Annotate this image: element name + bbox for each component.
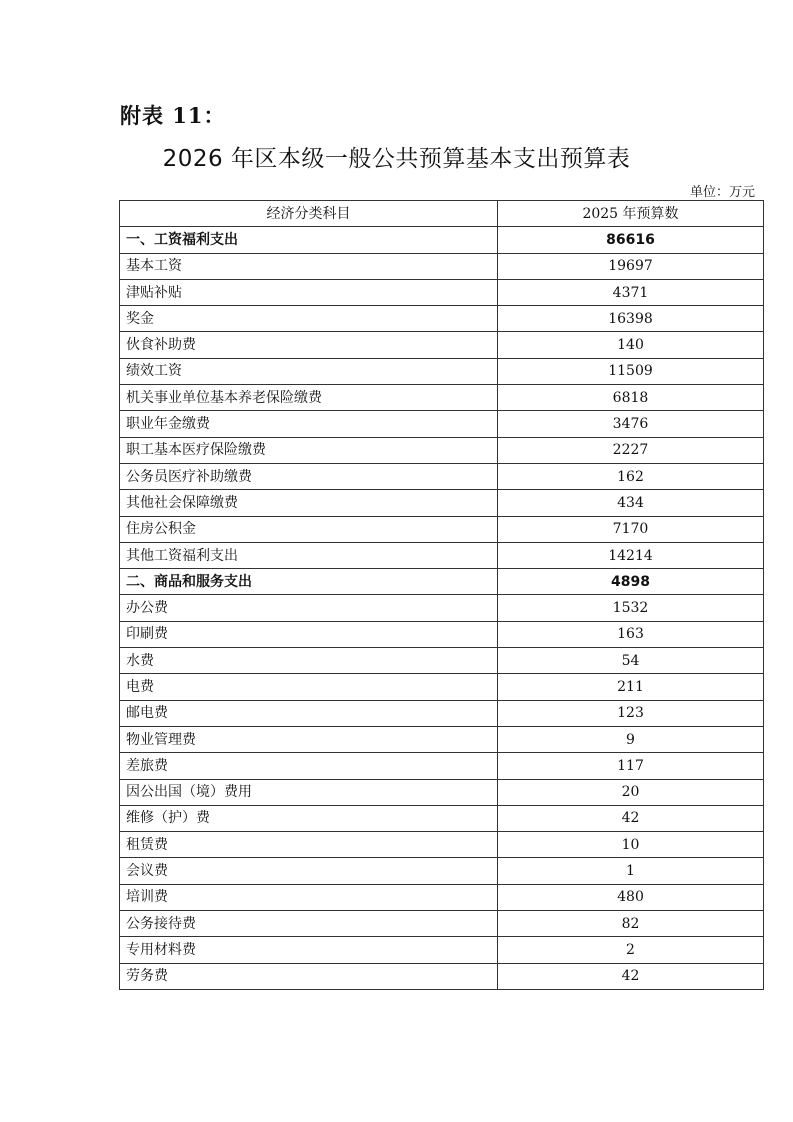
row-budget-value: 1 — [498, 858, 764, 884]
table-row — [120, 358, 764, 384]
table-row — [120, 648, 764, 674]
row-category-name: 职业年金缴费 — [120, 411, 498, 437]
row-budget-value: 20 — [498, 779, 764, 805]
row-budget-value: 42 — [498, 805, 764, 831]
table-row — [120, 884, 764, 910]
table-row — [120, 490, 764, 516]
row-category-name: 专用材料费 — [120, 937, 498, 963]
row-budget-value: 14214 — [498, 542, 764, 568]
table-row — [120, 832, 764, 858]
table-row — [120, 279, 764, 305]
table-row — [120, 621, 764, 647]
row-category-name: 邮电费 — [120, 700, 498, 726]
table-row — [120, 779, 764, 805]
row-budget-value: 10 — [498, 832, 764, 858]
row-budget-value: 86616 — [498, 227, 764, 253]
row-budget-value: 16398 — [498, 306, 764, 332]
table-row — [120, 674, 764, 700]
row-budget-value: 3476 — [498, 411, 764, 437]
row-budget-value: 4898 — [498, 569, 764, 595]
table-row — [120, 700, 764, 726]
row-budget-value: 2 — [498, 937, 764, 963]
unit-note: 单位：万元 — [689, 185, 755, 200]
row-budget-value: 11509 — [498, 358, 764, 384]
row-category-name: 会议费 — [120, 858, 498, 884]
row-budget-value: 123 — [498, 700, 764, 726]
header-economic-category: 经济分类科目 — [120, 201, 498, 227]
row-budget-value: 1532 — [498, 595, 764, 621]
row-budget-value: 82 — [498, 911, 764, 937]
row-category-name: 其他社会保障缴费 — [120, 490, 498, 516]
table-row — [120, 542, 764, 568]
table-row — [120, 306, 764, 332]
row-category-name: 住房公积金 — [120, 516, 498, 542]
table-body — [120, 227, 764, 990]
row-category-name: 租赁费 — [120, 832, 498, 858]
row-budget-value: 434 — [498, 490, 764, 516]
row-category-name: 机关事业单位基本养老保险缴费 — [120, 385, 498, 411]
row-category-name: 二、商品和服务支出 — [120, 569, 498, 595]
row-category-name: 职工基本医疗保险缴费 — [120, 437, 498, 463]
row-budget-value: 4371 — [498, 279, 764, 305]
row-budget-value: 54 — [498, 648, 764, 674]
row-category-name: 办公费 — [120, 595, 498, 621]
table-header-row — [120, 201, 764, 227]
row-category-name: 其他工资福利支出 — [120, 542, 498, 568]
row-budget-value: 9 — [498, 726, 764, 752]
row-budget-value: 140 — [498, 332, 764, 358]
appendix-label: 附表 11： — [120, 103, 226, 128]
table-row — [120, 805, 764, 831]
row-budget-value: 7170 — [498, 516, 764, 542]
table-row — [120, 937, 764, 963]
row-budget-value: 2227 — [498, 437, 764, 463]
row-category-name: 培训费 — [120, 884, 498, 910]
table-row — [120, 963, 764, 989]
row-budget-value: 42 — [498, 963, 764, 989]
table-row — [120, 332, 764, 358]
table-row — [120, 753, 764, 779]
table-row — [120, 595, 764, 621]
row-category-name: 公务接待费 — [120, 911, 498, 937]
row-category-name: 水费 — [120, 648, 498, 674]
row-budget-value: 163 — [498, 621, 764, 647]
row-budget-value: 480 — [498, 884, 764, 910]
row-category-name: 绩效工资 — [120, 358, 498, 384]
row-budget-value: 162 — [498, 463, 764, 489]
row-category-name: 维修（护）费 — [120, 805, 498, 831]
row-category-name: 津贴补贴 — [120, 279, 498, 305]
table-row — [120, 726, 764, 752]
row-budget-value: 117 — [498, 753, 764, 779]
table-category-row — [120, 227, 764, 253]
table-row — [120, 385, 764, 411]
table-row — [120, 516, 764, 542]
row-budget-value: 211 — [498, 674, 764, 700]
table-row — [120, 437, 764, 463]
row-category-name: 公务员医疗补助缴费 — [120, 463, 498, 489]
table-row — [120, 411, 764, 437]
table-row — [120, 858, 764, 884]
row-category-name: 差旅费 — [120, 753, 498, 779]
row-category-name: 因公出国（境）费用 — [120, 779, 498, 805]
budget-table — [119, 200, 764, 990]
row-budget-value: 19697 — [498, 253, 764, 279]
row-category-name: 一、工资福利支出 — [120, 227, 498, 253]
row-category-name: 电费 — [120, 674, 498, 700]
table-row — [120, 911, 764, 937]
row-category-name: 伙食补助费 — [120, 332, 498, 358]
header-budget-amount: 2025 年预算数 — [498, 201, 764, 227]
row-category-name: 物业管理费 — [120, 726, 498, 752]
document-title: 2026 年区本级一般公共预算基本支出预算表 — [162, 146, 631, 172]
row-category-name: 基本工资 — [120, 253, 498, 279]
row-category-name: 印刷费 — [120, 621, 498, 647]
row-category-name: 奖金 — [120, 306, 498, 332]
row-category-name: 劳务费 — [120, 963, 498, 989]
table-row — [120, 463, 764, 489]
row-budget-value: 6818 — [498, 385, 764, 411]
table-row — [120, 253, 764, 279]
table-category-row — [120, 569, 764, 595]
